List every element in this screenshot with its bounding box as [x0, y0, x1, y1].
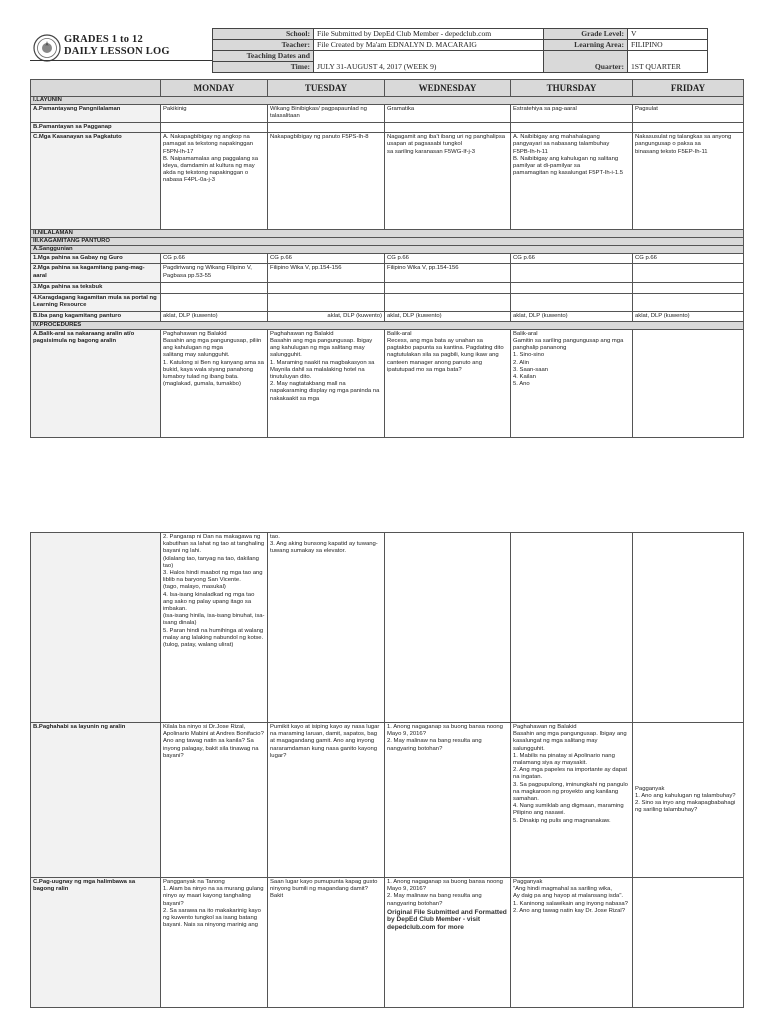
cell-tuesday: Pumikit kayo at isiping kayo ay nasa lugar na maraming laruan, damit, sapatos, bag at magagandang gamit. Ano ang inyong nararamdaman kung nasa ganito kayong lugar? [268, 723, 385, 878]
cell-thursday: Pagganyak "Ang hindi magmahal sa sariling wika, Ay daig pa ang hayop at malansang isda". 1. Kaninong salawikain ang inyong nabasa? 2. Ano ang tawag natin kay Dr. Jose Rizal? [511, 878, 633, 1008]
lesson-plan-table-continued [30, 532, 744, 1008]
lesson-plan-table [30, 79, 744, 438]
cell-wednesday: Gramatika [385, 105, 511, 123]
learning-area-value: FILIPINO [628, 40, 708, 51]
cell-wednesday: aklat, DLP (kuwento) [385, 311, 511, 321]
section-kagamitan: III.KAGAMITANG PANTURO [31, 238, 744, 246]
header-info-table [212, 28, 708, 73]
row-label-pag-uugnay: C.Pag-uugnay ng mga halimbawa sa bagong ralin [31, 878, 161, 1008]
teaching-dates-label-2: Time: [213, 62, 314, 73]
row-label-iba-pang-kagamitan: B.Iba pang kagamitang panturo [31, 311, 161, 321]
section-nilalaman: II.NILALAMAN [31, 230, 744, 238]
cell-tuesday: Wikang Binibigkas/ pagpapaunlad ng talasalitaan [268, 105, 385, 123]
cell-wednesday: Balik-aral Recess, ang mga bata ay unahan sa pagtakbo papunta sa kantina. Pagdating dito nagtutulakan sila sa pagbili, kung ikaw ang canteen manager anong panuto ang ipatutupad mo sa mga bata? [385, 329, 511, 437]
teaching-dates-label-1: Teaching Dates and [213, 51, 314, 62]
cell-tuesday: Saan lugar kayo pumupunta kapag gusto ninyong bumili ng magandang damit? Bakit [268, 878, 385, 1008]
watermark-note: Original File Submitted and Formatted by DepEd Club Member - visit depedclub.com for more [387, 908, 507, 931]
cell-tuesday: CG p.66 [268, 254, 385, 264]
teacher-value: File Created by Ma'am EDNALYN D. MACARAIG [314, 40, 544, 51]
row-label-teksbuk: 3.Mga pahina sa teksbuk [31, 283, 161, 293]
day-header-blank [31, 80, 161, 97]
cell-tuesday: aklat, DLP (kuwento) [268, 311, 385, 321]
day-header-wednesday: WEDNESDAY [385, 80, 511, 97]
deped-seal-icon [33, 34, 61, 62]
row-label-paghahabi: B.Paghahabi sa layunin ng aralin [31, 723, 161, 878]
row-label-pamantayan-pagganap: B.Pamantayan sa Pagganap [31, 123, 161, 133]
quarter-value: 1ST QUARTER [628, 51, 708, 73]
cell-monday: CG p.66 [161, 254, 268, 264]
cell-wednesday: Filipino Wika V, pp.154-156 [385, 264, 511, 283]
cell-friday [633, 878, 744, 1008]
title-underline [30, 60, 212, 61]
row-label-balik-aral-continued [31, 533, 161, 723]
school-value: File Submitted by DepEd Club Member - depedclub.com [314, 29, 544, 40]
form-title-line1: GRADES 1 to 12 [64, 34, 143, 45]
cell-thursday [511, 264, 633, 283]
cell-thursday: Balik-aral Gamitin sa sariling pangungusap ang mga panghalip pananong 1. Sino-sino 2. Alin 3. Saan-saan 4. Kailan 5. Ano [511, 329, 633, 437]
cell-monday: A. Nakapagbibigay ng angkop na pamagat sa tekstong napakinggan F5PN-Ih-17 B. Naipamamalas ang paggalang sa ideya, damdamin at kultura ng may akda ng tekstong napakinggan o nabasa F4PL-0a-j-3 [161, 133, 268, 230]
cell-wednesday: 1. Anong nagaganap sa buong bansa noong Mayo 9, 2016? 2. May malinaw na bang resulta ang nangyaring botohan? [385, 723, 511, 878]
cell-monday: Pagdiriwang ng Wikang Filipino V, Pagbasa pp.53-55 [161, 264, 268, 283]
day-header-friday: FRIDAY [633, 80, 744, 97]
section-procedures: IV.PROCEDURES [31, 321, 744, 329]
cell-monday: Pakikinig [161, 105, 268, 123]
cell-monday: Pangganyak na Tanong 1. Alam ba ninyo na sa murang gulang ninyo ay maari kayong tanghaling bayani? 2. Sa sarawa na ito makakarinig kayo ng kuwento tungkol sa isang batang bayani. Nais sa ninyong marinig ang [161, 878, 268, 1008]
cell-wednesday-text: 1. Anong nagaganap sa buong bansa noong Mayo 9, 2016? 2. May malinaw na bang resulta ang nangyaring botohan? [387, 879, 503, 907]
section-sanggunian: A.Sanggunian [31, 246, 744, 254]
cell-tuesday: Nakapagbibigay ng panuto F5PS-Ih-8 [268, 133, 385, 230]
cell-friday [633, 329, 744, 437]
cell-tuesday: Filipino Wika V, pp.154-156 [268, 264, 385, 283]
cell-monday: aklat, DLP (kuwento) [161, 311, 268, 321]
cell-friday [633, 264, 744, 283]
cell-thursday: Estratehiya sa pag-aaral [511, 105, 633, 123]
row-label-kagamitang-mag-aaral: 2.Mga pahina sa kagamitang pang-mag-aaral [31, 264, 161, 283]
learning-area-label: Learning Area: [544, 40, 628, 51]
day-header-monday: MONDAY [161, 80, 268, 97]
cell-friday: aklat, DLP (kuwento) [633, 311, 744, 321]
school-label: School: [213, 29, 314, 40]
cell-wednesday: CG p.66 [385, 254, 511, 264]
row-label-balik-aral: A.Balik-aral sa nakaraang aralin at/o pagsisimula ng bagong aralin [31, 329, 161, 437]
grade-level-label: Grade Level: [544, 29, 628, 40]
cell-friday: Pagganyak 1. Ano ang kahulugan ng talambuhay? 2. Sino sa inyo ang makapagbabahagi ng sariling talambuhay? [633, 723, 744, 878]
cell-thursday: aklat, DLP (kuwento) [511, 311, 633, 321]
cell-monday: Paghahawan ng Balakid Basahin ang mga pangungusap, piliin ang kahulugan ng mga salitang may salungguhit. 1. Katulong si Ben ng kanyang ama sa bukid, kaya wala siyang panahong lumaboy tulad ng ibang bata. (maglakad, gumala, tumakbo) [161, 329, 268, 437]
cell-monday: 2. Pangarap ni Dan na makagawa ng kabutihan sa lahat ng tao at tanghaling bayani ng lahi. (kilalang tao, tanyag na tao, dakilang tao) 3. Halos hindi maabot ng mga tao ang liblib na baryong San Vicente. (tago, malayo, masukal) 4. Isa-isang kinaladkad ng mga tao ang sako ng palay upang itago sa imbakan. (isa-isang hinila, isa-isang binuhat, isa-isang dinala) 5. Paran hindi na humihinga at walang malay ang lalaking nabundol ng kotse. (tulog, patay, walang ulirat) [161, 533, 268, 723]
cell-friday: CG p.66 [633, 254, 744, 264]
row-label-learning-resource: 4.Karagdagang kagamitan mula sa portal ng Learning Resource [31, 293, 161, 311]
teacher-label: Teacher: [213, 40, 314, 51]
cell-tuesday: Paghahawan ng Balakid Basahin ang mga pangungusap. Ibigay ang kahulugan ng mga salitang may salungguhit. 1. Maraming naakit na magbakasyon sa Maynila dahil sa malalaking hotel na tinutuluyan dito. 2. May nagtatakbang mall na napakaraming display ng mga paninda na nakakaakit sa mga [268, 329, 385, 437]
grade-level-value: V [628, 29, 708, 40]
cell-thursday [511, 533, 633, 723]
cell-friday: Nakasusulat ng talangkas sa anyong pangungusap o paksa sa binasang teksto F5EP-Ih-11 [633, 133, 744, 230]
cell-friday: Pagsulat [633, 105, 744, 123]
section-layunin: I.LAYUNIN [31, 97, 744, 105]
cell-wednesday: Nagagamit ang iba't ibang uri ng panghalipsa usapan at pagsasabi tungkol sa sariling karanasan F5WG-If-j-3 [385, 133, 511, 230]
day-header-tuesday: TUESDAY [268, 80, 385, 97]
form-title-line2: DAILY LESSON LOG [64, 46, 170, 57]
cell-monday: Kilala ba ninyo si Dr.Jose Rizal, Apolinario Mabini at Andres Bonifacio? Ano ang tawag natin sa kanila? Sa inyong palagay, bakit sila tinawag na bayani? [161, 723, 268, 878]
cell-friday [633, 533, 744, 723]
cell-thursday: CG p.66 [511, 254, 633, 264]
row-label-kasanayan: C.Mga Kasanayan sa Pagkatuto [31, 133, 161, 230]
quarter-label: Quarter: [544, 51, 628, 73]
cell-thursday: Paghahawan ng Balakid Basahin ang mga pangungusap. Ibigay ang kasalungat ng mga salitang may salungguhit. 1. Mabilis na pinatay si Apolinario nang malamang siya ay maysakit. 2. Ang mga papeles na importante ay dapat na ingatan. 3. Sa pagpupulong, iminungkahi ng pangulo na magkaroon ng proyekto ang kanilang samahan. 4. Nang sumiklab ang digmaan, maraming Pilipino ang nasawi. 5. Dinakip ng pulis ang magnanakaw. [511, 723, 633, 878]
row-label-pamantayang-pangnilalaman: A.Pamantayang Pangnilalaman [31, 105, 161, 123]
cell-wednesday [385, 878, 511, 1008]
cell-thursday: A. Naibibigay ang mahahalagang pangyayari sa nabasang talambuhay F5PB-Ih-h-11 B. Naibibigay ang kahulugan ng salitang pamilyar at di-pamilyar sa pamamagitan ng kasalungat F5PT-Ih-i-1.5 [511, 133, 633, 230]
cell-tuesday: tao. 3. Ang aking bunsong kapatid ay tuwang-tuwang sumakay sa elevator. [268, 533, 385, 723]
row-label-gabay-guro: 1.Mga pahina sa Gabay ng Guro [31, 254, 161, 264]
cell-wednesday [385, 533, 511, 723]
day-header-thursday: THURSDAY [511, 80, 633, 97]
teaching-dates-value: JULY 31-AUGUST 4, 2017 (WEEK 9) [314, 51, 544, 73]
